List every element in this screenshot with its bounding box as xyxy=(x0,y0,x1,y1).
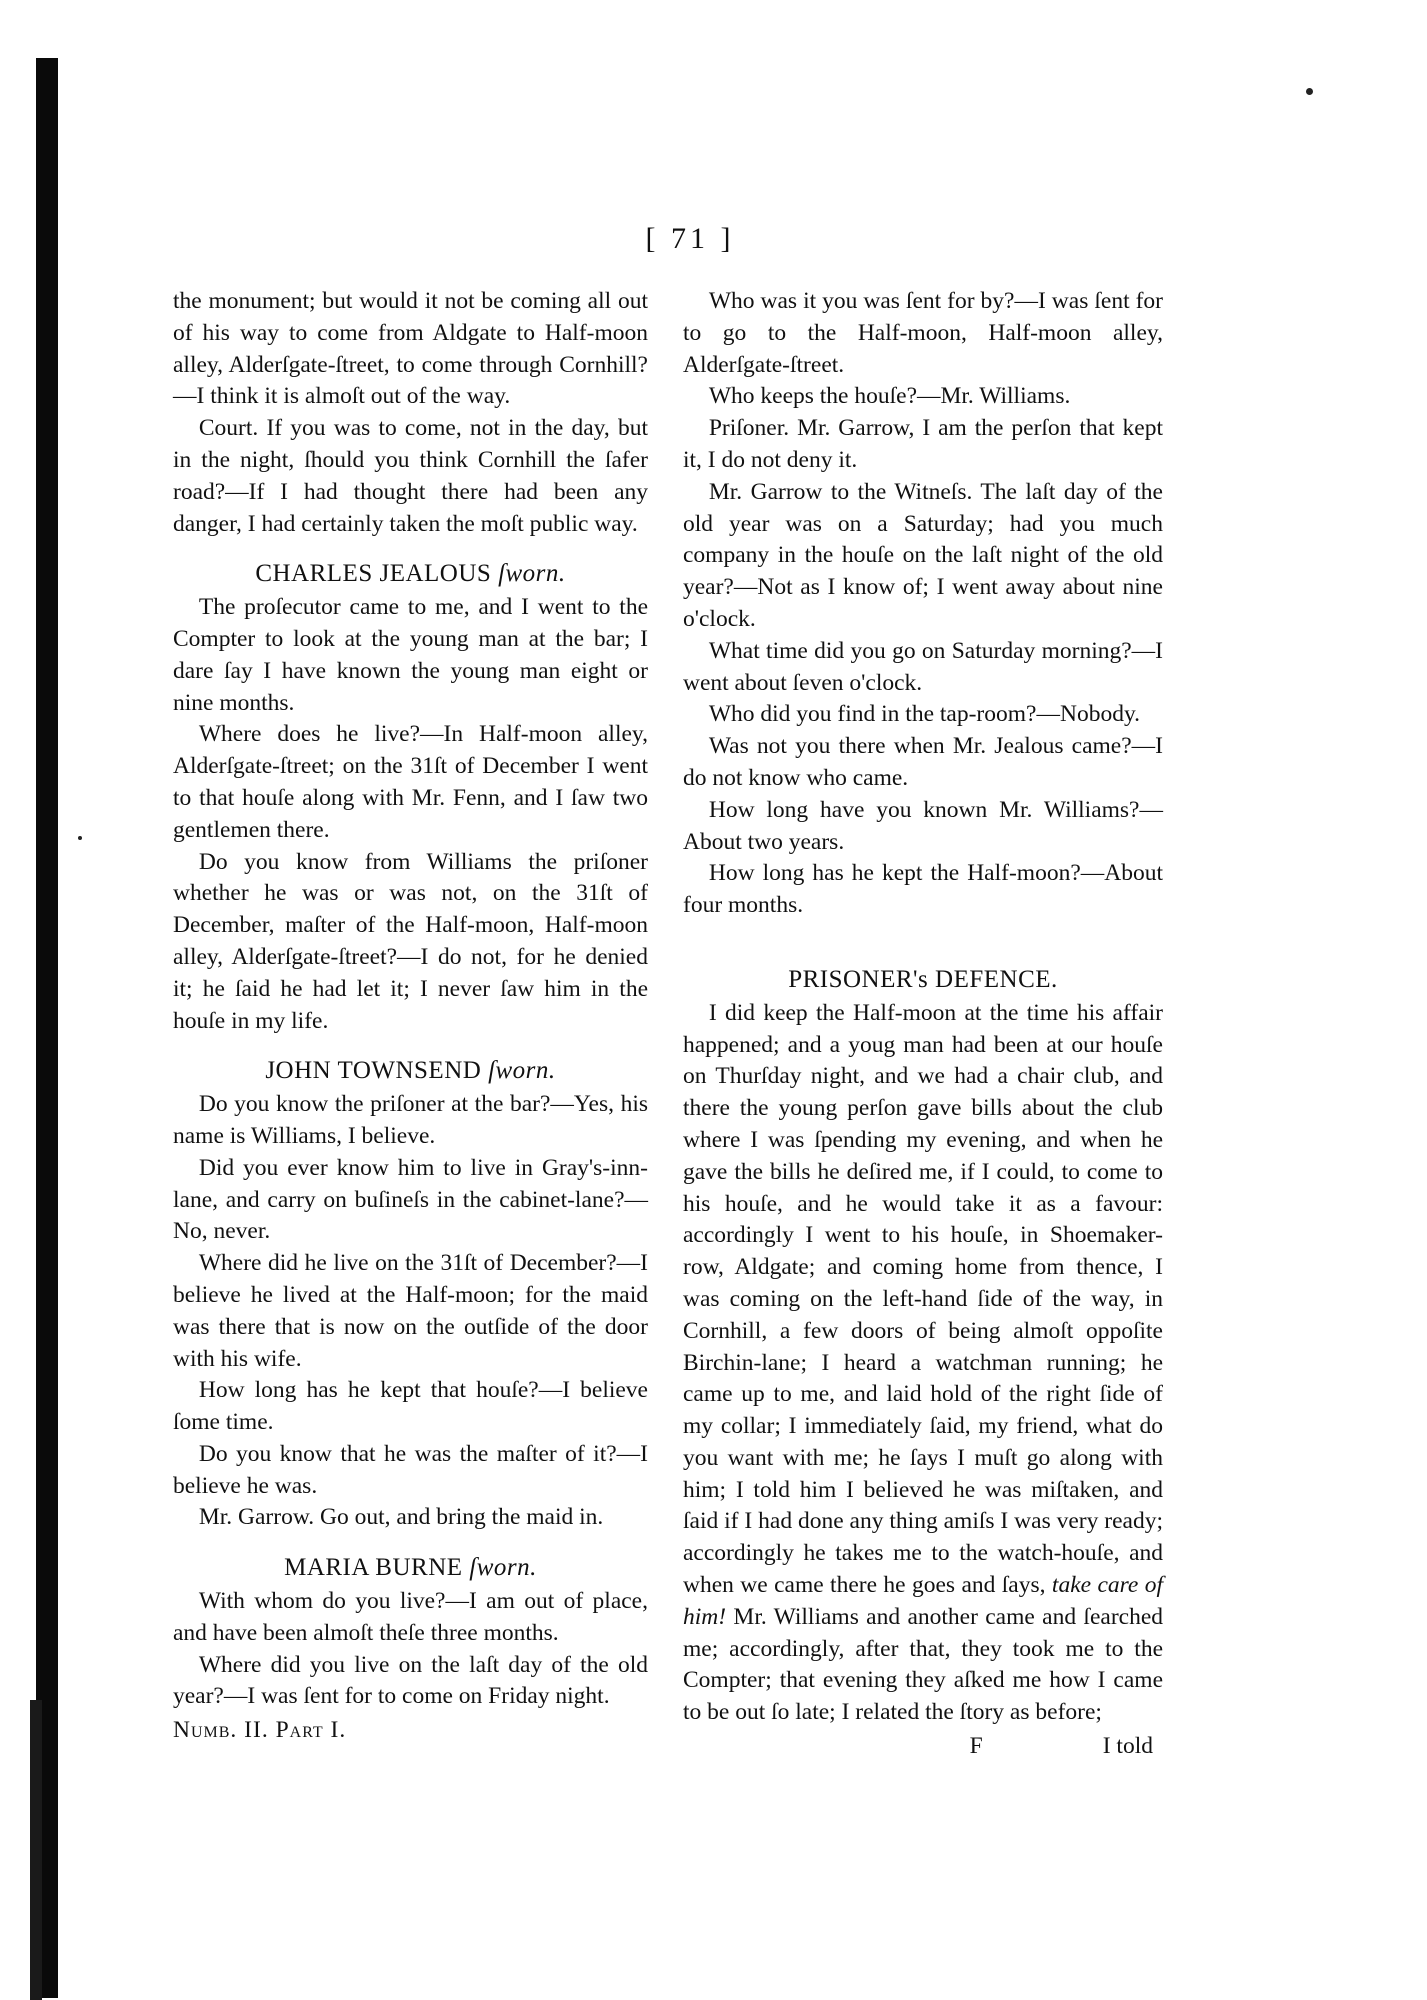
witness-name: CHARLES JEALOUS xyxy=(255,560,492,588)
defence-paragraph xyxy=(683,998,1163,1729)
paragraph: What time did you go on Saturday morning?—I went about ſeven o'clock. xyxy=(683,637,1163,696)
paragraph: Do you know from Williams the priſoner whether he was or was not, on the 31ſt of December, maſter of the Half-moon, Half-moon alley, Alderſgate-ſtreet?—I do not, for he denied it; he ſaid he had let it; I never ſaw him in the houſe in my life. xyxy=(173,848,648,1034)
paragraph: Do you know that he was the maſter of it?—I believe he was. xyxy=(173,1440,648,1499)
defence-heading: PRISONER's DEFENCE. xyxy=(788,965,1058,993)
paragraph: Who did you find in the tap-room?—Nobody. xyxy=(708,701,1141,728)
paragraph: the monument; but would it not be coming all out of his way to come from Aldgate to Half-moon alley, Alderſgate-ſtreet, to come through Cornhill?—I think it is almoſt out of the way. xyxy=(173,288,648,410)
defence-text: I did keep the Half-moon at the time his affair happened; and a youg man had been at our houſe on Thurſday night, and we had a chair club, and there the young perſon gave bills about the club where I was ſpending my evening, and when he gave the bills he deſired me, if I could, to come to his houſe, and he would take it as a favour: accordingly I went to his houſe, in Shoemaker-row, Aldgate; and coming home from thence, I was coming on the left-hand ſide of the way, in Cornhill, a few doors of being almoſt oppoſite Birchin-lane; I heard a watchman running; he came up to me, and laid hold of the right ſide of my collar; I immediately ſaid, my friend, what do you want with me; he ſays I muſt go along with him; I told him I believed he was miſtaken, and ſaid if I had done any thing amiſs I was very ready; accordingly he takes me to the watch-houſe, and when we came there he goes and ſays, xyxy=(683,999,1163,1599)
paragraph: Did you ever know him to live in Gray's-inn-lane, and carry on buſineſs in the cabinet-lane?—No, never. xyxy=(173,1154,648,1245)
paragraph: Where did you live on the laſt day of the old year?—I was ſent for to come on Friday night. xyxy=(173,1651,648,1710)
witness-name: MARIA BURNE xyxy=(284,1554,463,1582)
ink-speck xyxy=(78,836,82,840)
paragraph: Who keeps the houſe?—Mr. Williams. xyxy=(708,383,1071,410)
witness-heading xyxy=(173,558,648,590)
page-footer xyxy=(683,1731,1163,1763)
defence-text: Mr. Williams and another came and ſearched me; accordingly, after that, they took me to the Compter; that evening they aſked me how I came to be out ſo late; I related the ſtory as before; xyxy=(683,1603,1164,1726)
page-footer xyxy=(173,1715,648,1747)
paragraph: How long have you known Mr. Williams?—About two years. xyxy=(683,796,1163,855)
paragraph: Who was it you was ſent for by?—I was ſent for to go to the Half-moon, Half-moon alley, Alderſgate-ſtreet. xyxy=(683,288,1163,378)
signature-mark: F xyxy=(969,1733,983,1760)
paragraph: Was not you there when Mr. Jealous came?—I do not know who came. xyxy=(683,733,1163,791)
sworn-label: ſworn. xyxy=(498,560,566,588)
paragraph: With whom do you live?—I am out of place, and have been almoſt theſe three months. xyxy=(173,1588,648,1646)
witness-name: JOHN TOWNSEND xyxy=(265,1057,482,1085)
paragraph: How long has he kept the Half-moon?—About four months. xyxy=(683,860,1163,919)
catchword: I told xyxy=(1102,1733,1153,1760)
right-column xyxy=(683,286,1163,1763)
page-number: [ 71 ] xyxy=(645,222,735,255)
issue-label: Numb. II. Part I. xyxy=(173,1717,347,1744)
left-column xyxy=(173,286,648,1747)
paragraph: Mr. Garrow. Go out, and bring the maid in. xyxy=(198,1504,604,1531)
paragraph: Where does he live?—In Half-moon alley, Alderſgate-ſtreet; on the 31ſt of December I went to that houſe along with Mr. Fenn, and I ſaw two gentlemen there. xyxy=(173,721,648,843)
paragraph: How long has he kept that houſe?—I believe ſome time. xyxy=(173,1377,648,1436)
paragraph: Court. If you was to come, not in the day, but in the night, ſhould you think Cornhill the ſafer road?—If I had thought there had been any danger, I had certainly taken the moſt public way. xyxy=(173,415,648,537)
defence-quote: take care of him! xyxy=(683,1572,1164,1630)
ink-speck xyxy=(1306,88,1313,95)
witness-heading xyxy=(173,1055,648,1087)
paragraph: The proſecutor came to me, and I went to the Compter to look at the young man at the bar; I dare ſay I have known the young man eight or nine months. xyxy=(173,594,648,716)
paragraph: Where did he live on the 31ſt of December?—I believe he lived at the Half-moon; for the maid was there that is now on the outſide of the door with his wife. xyxy=(173,1250,648,1372)
sworn-label: ſworn. xyxy=(469,1554,537,1582)
witness-heading xyxy=(173,1552,648,1584)
sworn-label: ſworn. xyxy=(488,1057,556,1085)
paragraph: Mr. Garrow to the Witneſs. The laſt day of the old year was on a Saturday; had you much company in the houſe on the laſt night of the old year?—Not as I know of; I went away about nine o'clock. xyxy=(683,478,1163,632)
paragraph: Priſoner. Mr. Garrow, I am the perſon that kept it, I do not deny it. xyxy=(683,415,1163,473)
page-binding-shadow xyxy=(30,1700,42,2000)
paragraph: Do you know the priſoner at the bar?—Yes, his name is Williams, I believe. xyxy=(173,1091,648,1149)
